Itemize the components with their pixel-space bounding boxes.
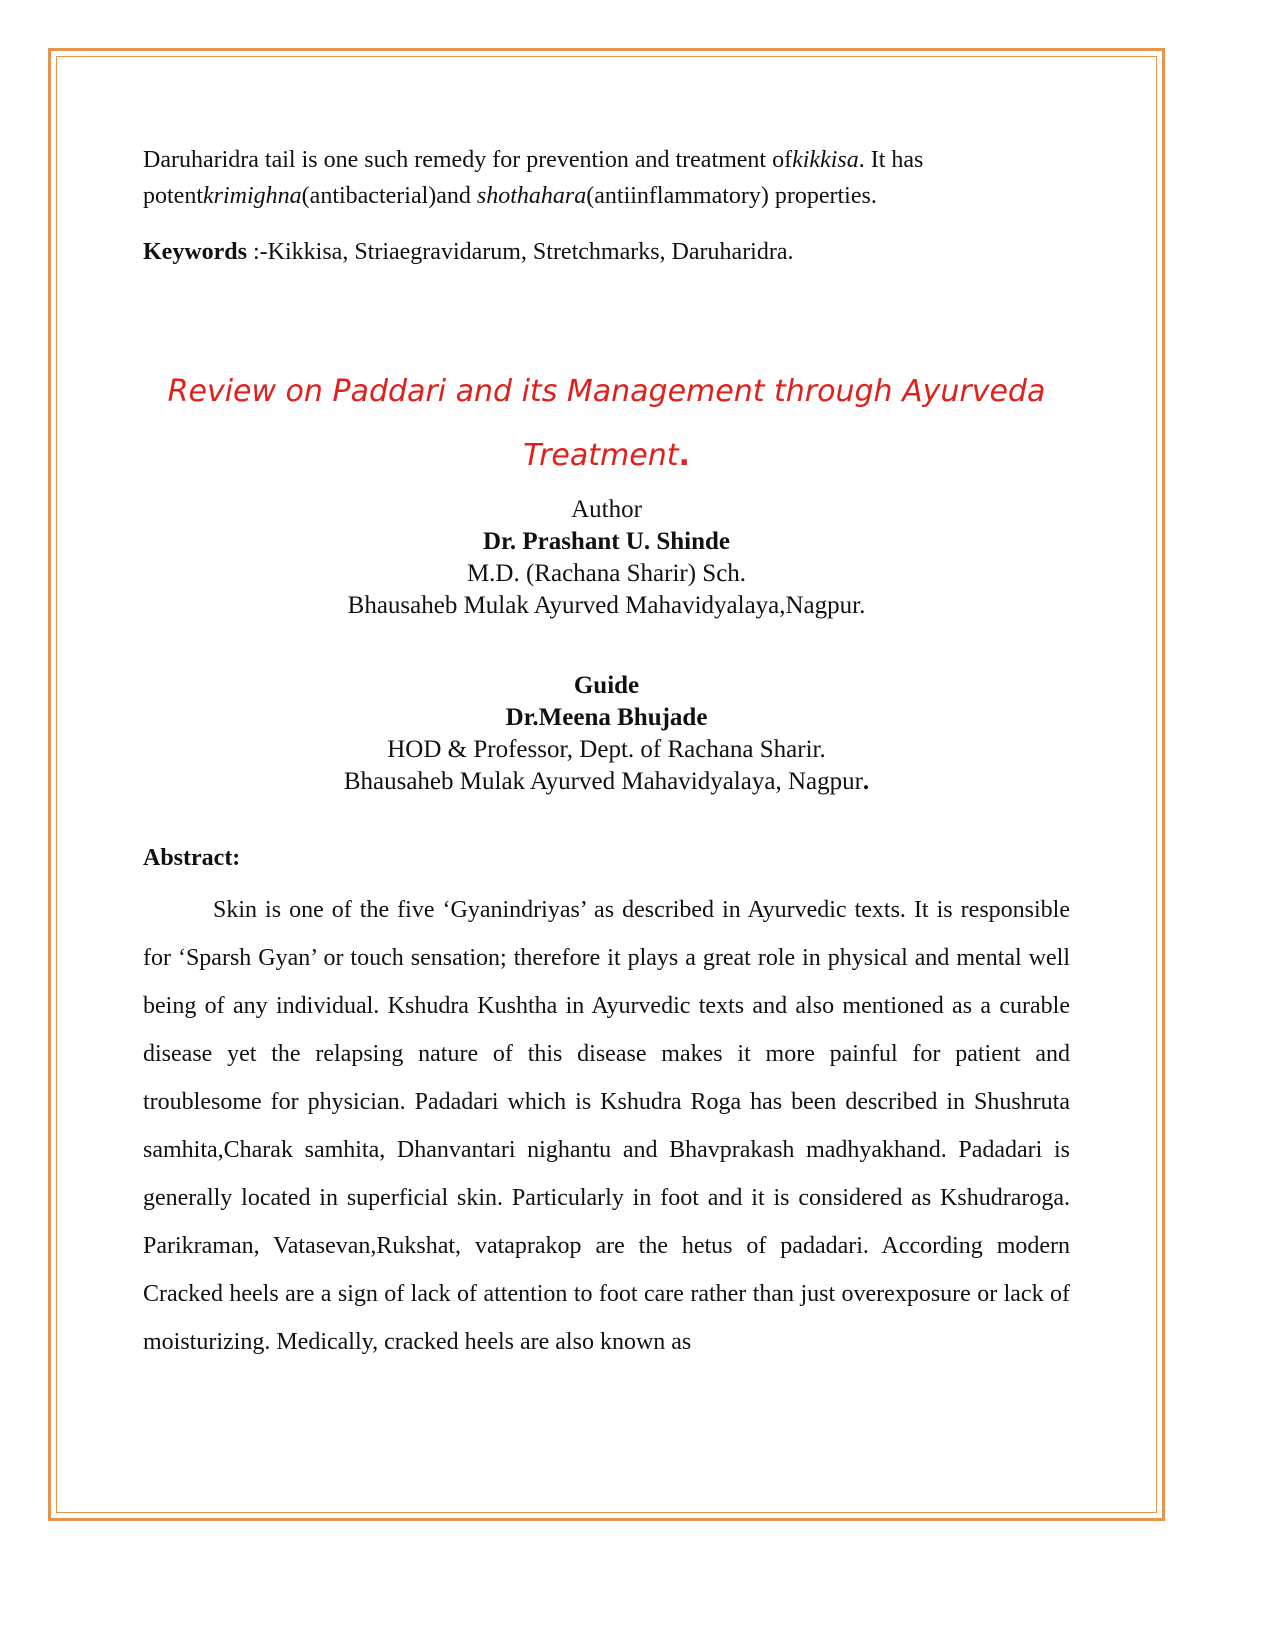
guide-institution: Bhausaheb Mulak Ayurved Mahavidyalaya, Nagpur: [343, 768, 863, 795]
author-heading: Author: [571, 496, 642, 523]
guide-name: Dr.Meena Bhujade: [505, 704, 708, 731]
abstract-body: [143, 886, 1070, 1366]
keywords-text: :-Kikkisa, Striaegravidarum, Stretchmarks, Daruharidra.: [247, 239, 794, 265]
intro-text-4: (antiinflammatory) properties.: [586, 183, 877, 209]
article-title-end: .: [678, 438, 690, 473]
author-block: [143, 494, 1070, 622]
guide-heading: Guide: [573, 672, 640, 699]
intro-term-shothahara: shothahara: [476, 183, 587, 209]
keywords-label: Keywords: [143, 239, 247, 265]
intro-paragraph: [143, 142, 1070, 214]
abstract-heading: Abstract:: [143, 845, 241, 871]
author-qualification: M.D. (Rachana Sharir) Sch.: [466, 560, 747, 587]
intro-text-2: . It has potent: [143, 147, 924, 209]
guide-block: [143, 670, 1070, 798]
guide-institution-line: [143, 766, 1070, 798]
guide-designation: HOD & Professor, Dept. of Rachana Sharir.: [387, 736, 826, 763]
article-title-text: Review on Paddari and its Management through Ayurveda Treatment: [167, 374, 1046, 473]
intro-term-krimighna: krimighna: [203, 183, 302, 209]
abstract-text: Skin is one of the five ‘Gyanindriyas’ as described in Ayurvedic texts. It is responsible for ‘Sparsh Gyan’ or touch sensation; therefore it plays a great role in physical and mental well being of any individual. Kshudra Kushtha in Ayurvedic texts and also mentioned as a curable disease yet the relapsing nature of this disease makes it more painful for patient and troublesome for physician. Padadari which is Kshudra Roga has been described in Shushruta samhita,Charak samhita, Dhanvantari nighantu and Bhavprakash madhyakhand. Padadari is generally located in superficial skin. Particularly in foot and it is considered as Kshudraroga. Parikraman, Vatasevan,Rukshat, vataprakop are the hetus of padadari. According modern Cracked heels are a sign of lack of attention to foot care rather than just overexposure or lack of moisturizing. Medically, cracked heels are also known as: [143, 897, 1070, 1355]
keywords-line: [143, 234, 1070, 270]
author-name: Dr. Prashant U. Shinde: [482, 528, 731, 555]
intro-term-kikkisa: kikkisa: [792, 147, 859, 173]
article-title: [120, 360, 1093, 488]
guide-institution-end: .: [862, 768, 870, 795]
author-institution: Bhausaheb Mulak Ayurved Mahavidyalaya,Nagpur.: [347, 592, 866, 619]
intro-text-3: (antibacterial)and: [301, 183, 477, 209]
intro-text-1: Daruharidra tail is one such remedy for prevention and treatment of: [143, 147, 793, 173]
